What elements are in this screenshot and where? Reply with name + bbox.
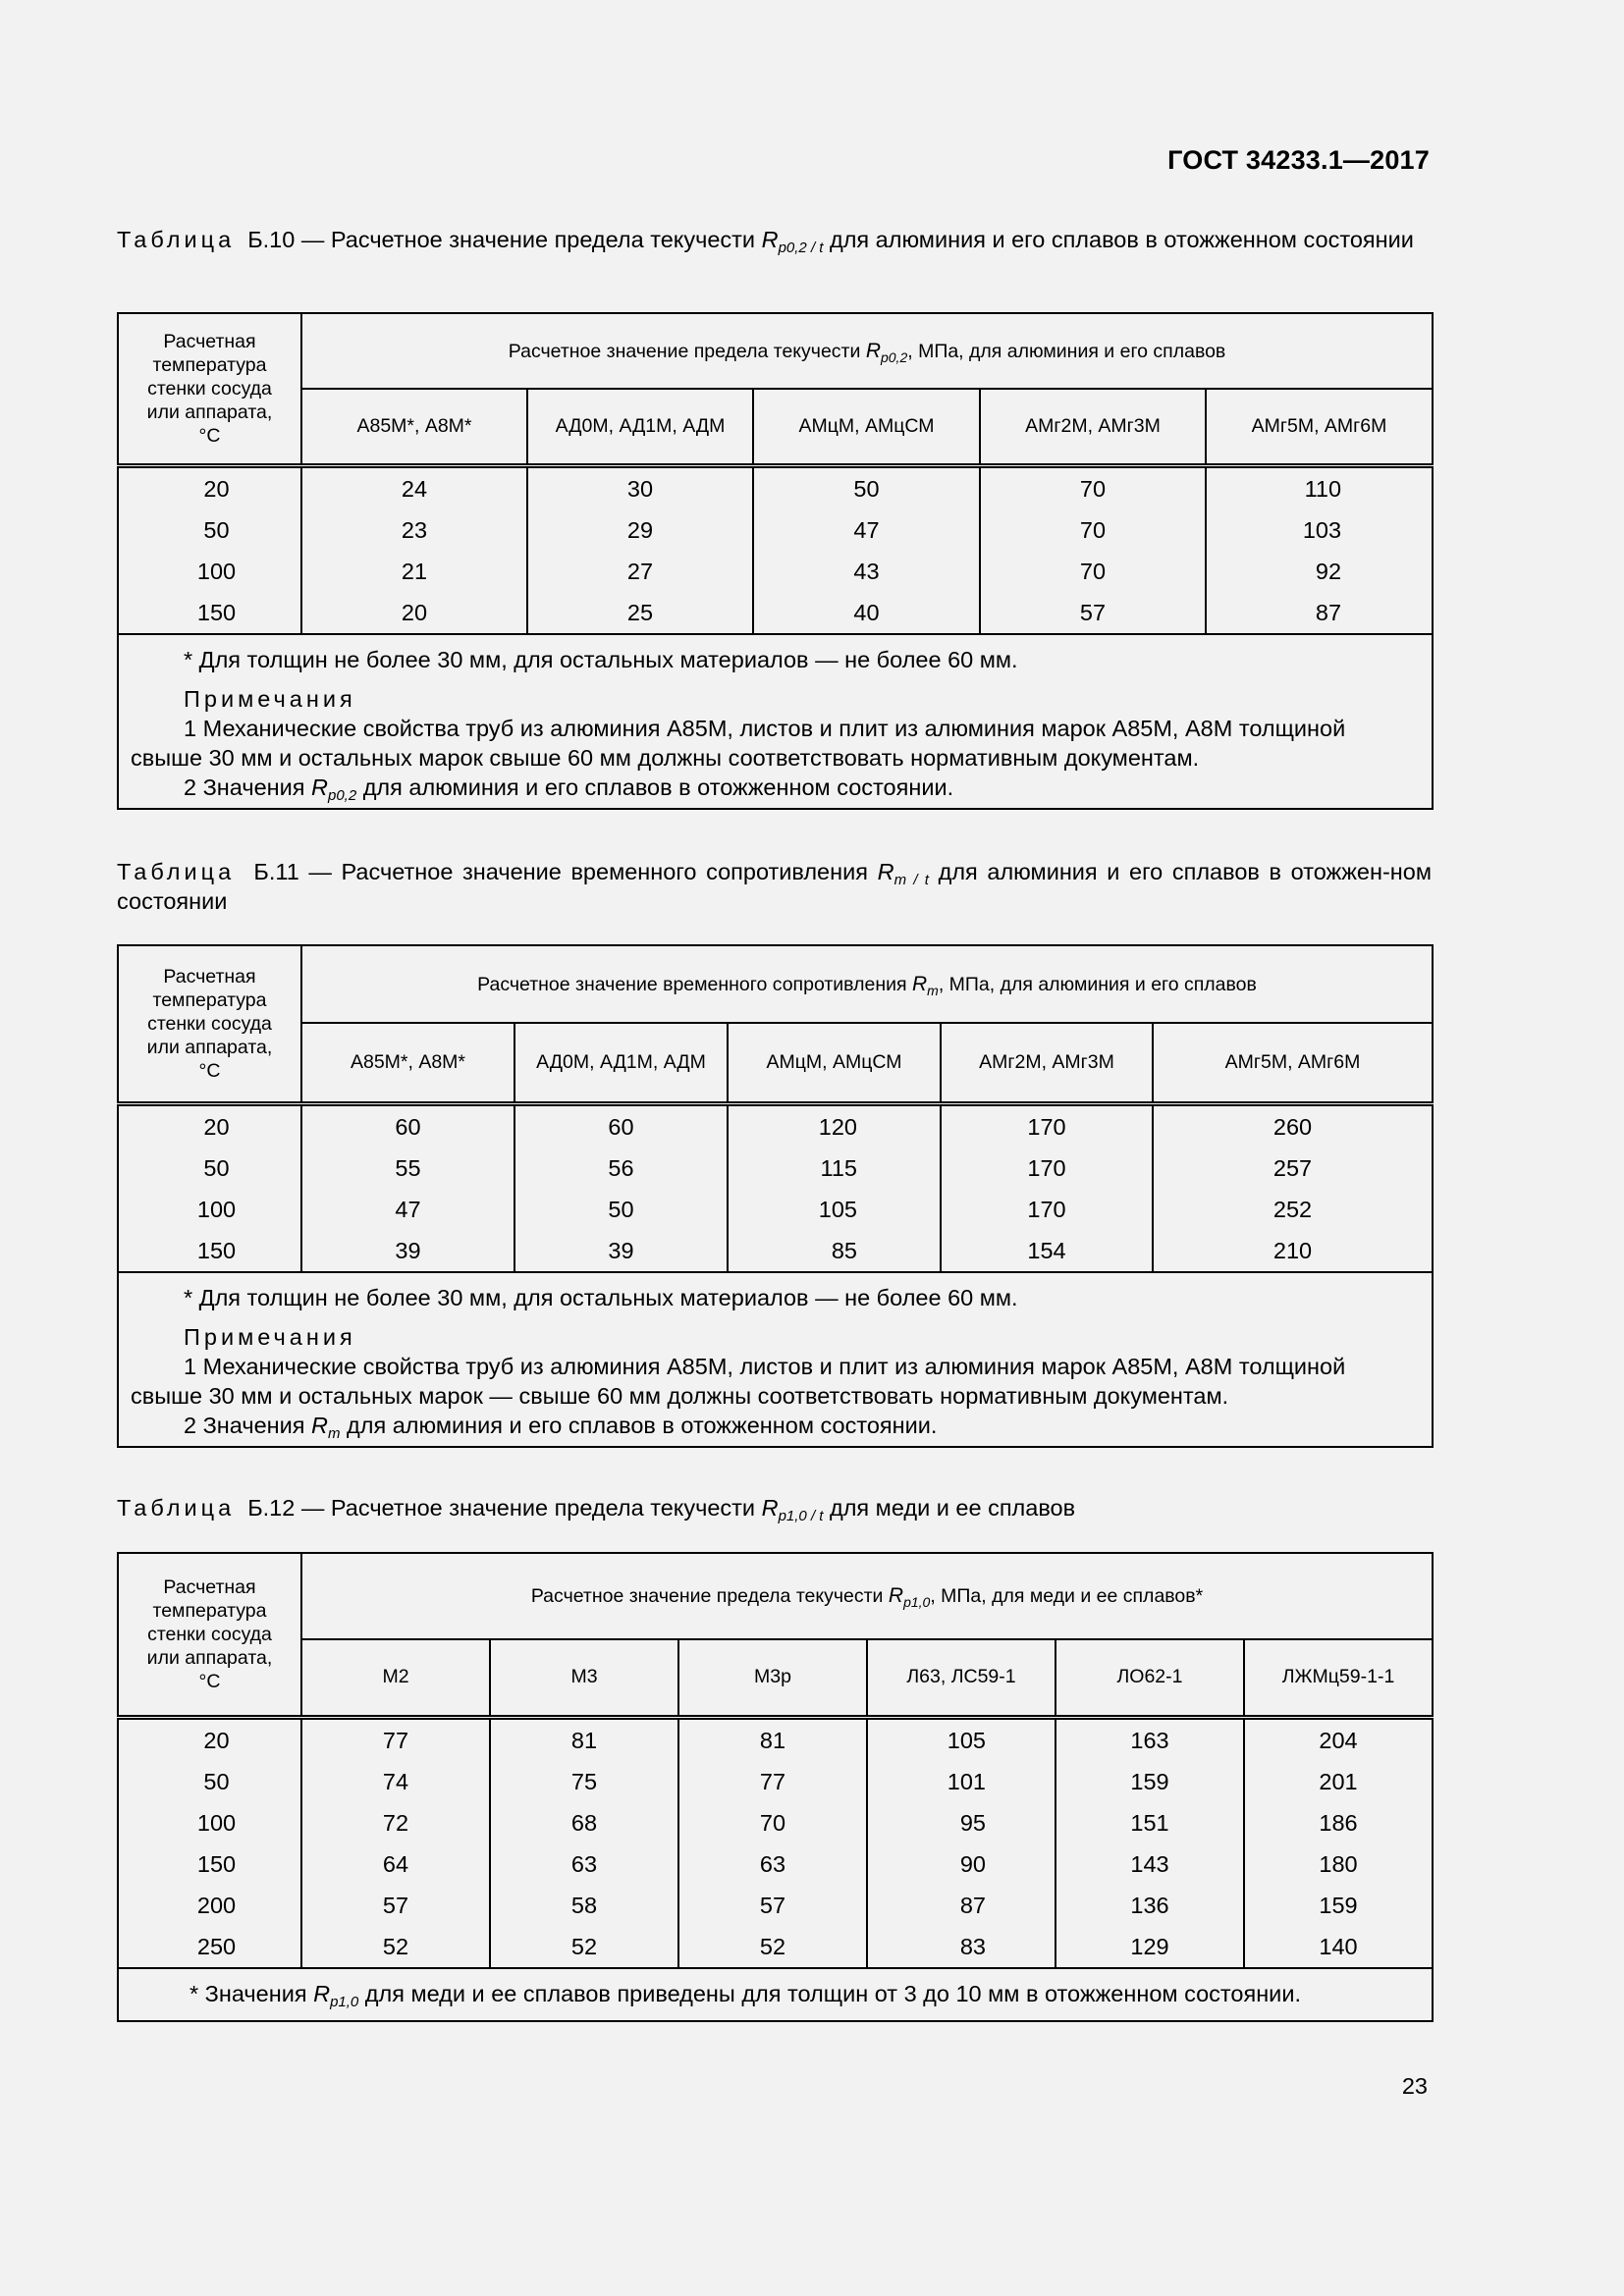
value-cell: 60 — [301, 1103, 514, 1148]
column-header: АМцМ, АМцСМ — [753, 389, 980, 465]
value-cell: 52 — [678, 1926, 867, 1968]
table-row — [118, 1802, 1433, 1843]
temperature-cell: 20 — [118, 1717, 301, 1761]
caption-text: Б.10 — Расчетное значение предела текучести — [247, 227, 756, 252]
table-b12-caption — [117, 1493, 1432, 1522]
value-cell: 57 — [980, 592, 1206, 634]
corner-header: Расчетная температура стенки сосуда или аппарата, °С — [118, 945, 301, 1103]
value-cell: 52 — [490, 1926, 678, 1968]
value-cell: 40 — [753, 592, 980, 634]
value-cell: 72 — [301, 1802, 490, 1843]
caption-text-end: для алюминия и его сплавов в отожженном состоянии — [829, 227, 1414, 252]
table-row — [118, 1230, 1433, 1272]
table-row — [118, 509, 1433, 551]
value-cell: 186 — [1244, 1802, 1433, 1843]
caption-symbol: R — [761, 227, 779, 252]
value-cell: 39 — [514, 1230, 728, 1272]
column-header: ЛО62-1 — [1056, 1639, 1244, 1717]
value-cell: 30 — [527, 465, 753, 509]
value-cell: 64 — [301, 1843, 490, 1885]
value-cell: 103 — [1206, 509, 1433, 551]
footnote: * Для толщин не более 30 мм, для остальных материалов — не более 60 мм. — [184, 646, 1018, 672]
value-cell: 136 — [1056, 1885, 1244, 1926]
main-header: Расчетное значение временного сопротивления $R_m$, МПа, для алюминия и его сплавов — [301, 945, 1433, 1023]
value-cell: 170 — [941, 1189, 1153, 1230]
column-header: А85М*, А8М* — [301, 1023, 514, 1103]
column-header: АМг5М, АМг6М — [1153, 1023, 1433, 1103]
temperature-cell: 150 — [118, 1843, 301, 1885]
column-header: М2 — [301, 1639, 490, 1717]
column-header: ЛЖМц59-1-1 — [1244, 1639, 1433, 1717]
temperature-cell: 100 — [118, 551, 301, 592]
column-header: АД0М, АД1М, АДМ — [527, 389, 753, 465]
value-cell: 68 — [490, 1802, 678, 1843]
column-header: АМцМ, АМцСМ — [728, 1023, 941, 1103]
column-header: АМг5М, АМг6М — [1206, 389, 1433, 465]
value-cell: 151 — [1056, 1802, 1244, 1843]
value-cell: 43 — [753, 551, 980, 592]
value-cell: 87 — [1206, 592, 1433, 634]
value-cell: 92 — [1206, 551, 1433, 592]
value-cell: 77 — [678, 1761, 867, 1802]
value-cell: 170 — [941, 1148, 1153, 1189]
temperature-cell: 50 — [118, 509, 301, 551]
notes-title: Примечания — [184, 1323, 356, 1350]
value-cell: 120 — [728, 1103, 941, 1148]
column-header: М3р — [678, 1639, 867, 1717]
value-cell: 101 — [867, 1761, 1056, 1802]
temperature-cell: 250 — [118, 1926, 301, 1968]
value-cell: 87 — [867, 1885, 1056, 1926]
value-cell: 20 — [301, 592, 527, 634]
value-cell: 260 — [1153, 1103, 1433, 1148]
temperature-cell: 100 — [118, 1189, 301, 1230]
note-2: 2 Значения $R_m$ для алюминия и его сплавов в отожженном состоянии. — [184, 1412, 938, 1442]
value-cell: 143 — [1056, 1843, 1244, 1885]
value-cell: 50 — [514, 1189, 728, 1230]
table-notes — [118, 1272, 1433, 1447]
temperature-cell: 50 — [118, 1148, 301, 1189]
value-cell: 170 — [941, 1103, 1153, 1148]
value-cell: 129 — [1056, 1926, 1244, 1968]
table-row — [118, 592, 1433, 634]
value-cell: 27 — [527, 551, 753, 592]
table-row — [118, 1885, 1433, 1926]
table-b10 — [117, 312, 1434, 810]
value-cell: 81 — [678, 1717, 867, 1761]
value-cell: 115 — [728, 1148, 941, 1189]
temperature-cell: 150 — [118, 1230, 301, 1272]
value-cell: 23 — [301, 509, 527, 551]
table-row — [118, 1717, 1433, 1761]
value-cell: 159 — [1244, 1885, 1433, 1926]
value-cell: 163 — [1056, 1717, 1244, 1761]
table-b12 — [117, 1552, 1434, 2022]
column-header: АД0М, АД1М, АДМ — [514, 1023, 728, 1103]
value-cell: 252 — [1153, 1189, 1433, 1230]
caption-word: Таблица — [117, 227, 236, 252]
value-cell: 81 — [490, 1717, 678, 1761]
temperature-cell: 100 — [118, 1802, 301, 1843]
value-cell: 39 — [301, 1230, 514, 1272]
column-header: А85М*, А8М* — [301, 389, 527, 465]
value-cell: 210 — [1153, 1230, 1433, 1272]
value-cell: 140 — [1244, 1926, 1433, 1968]
value-cell: 47 — [753, 509, 980, 551]
value-cell: 57 — [301, 1885, 490, 1926]
table-row — [118, 551, 1433, 592]
table-notes — [118, 634, 1433, 809]
footnote: * Значения $R_{p1,0}$ для меди и ее сплавов приведены для толщин от 3 до 10 мм в отожженном состоянии. — [189, 1980, 1301, 2010]
table-row — [118, 1148, 1433, 1189]
main-header: Расчетное значение предела текучести $R_{p0,2}$, МПа, для алюминия и его сплавов — [301, 313, 1433, 389]
caption-word: Таблица — [117, 1495, 236, 1521]
value-cell: 25 — [527, 592, 753, 634]
value-cell: 95 — [867, 1802, 1056, 1843]
caption-word: Таблица — [117, 859, 236, 884]
value-cell: 105 — [728, 1189, 941, 1230]
table-b11 — [117, 944, 1434, 1448]
value-cell: 110 — [1206, 465, 1433, 509]
value-cell: 24 — [301, 465, 527, 509]
note-1: 1 Механические свойства труб из алюминия А85М, листов и плит из алюминия марок А85М, А8М толщиной свыше 30 мм и остальных марок свыше 60 мм должны соответствовать нормативным документам. — [131, 715, 1346, 771]
notes-title: Примечания — [184, 685, 356, 712]
value-cell: 56 — [514, 1148, 728, 1189]
value-cell: 60 — [514, 1103, 728, 1148]
value-cell: 52 — [301, 1926, 490, 1968]
value-cell: 55 — [301, 1148, 514, 1189]
table-row — [118, 1843, 1433, 1885]
table-b11-caption — [117, 857, 1432, 916]
value-cell: 63 — [490, 1843, 678, 1885]
value-cell: 29 — [527, 509, 753, 551]
value-cell: 74 — [301, 1761, 490, 1802]
column-header: Л63, ЛС59-1 — [867, 1639, 1056, 1717]
caption-symbol: R — [761, 1495, 779, 1521]
value-cell: 75 — [490, 1761, 678, 1802]
value-cell: 204 — [1244, 1717, 1433, 1761]
table-row — [118, 1189, 1433, 1230]
table-row — [118, 1761, 1433, 1802]
temperature-cell: 20 — [118, 1103, 301, 1148]
value-cell: 58 — [490, 1885, 678, 1926]
caption-text-end: для меди и ее сплавов — [829, 1495, 1076, 1521]
temperature-cell: 20 — [118, 465, 301, 509]
value-cell: 83 — [867, 1926, 1056, 1968]
value-cell: 105 — [867, 1717, 1056, 1761]
column-header: М3 — [490, 1639, 678, 1717]
caption-symbol-sub: p0,2 / t — [778, 240, 824, 256]
value-cell: 257 — [1153, 1148, 1433, 1189]
value-cell: 159 — [1056, 1761, 1244, 1802]
table-row — [118, 465, 1433, 509]
temperature-cell: 50 — [118, 1761, 301, 1802]
value-cell: 201 — [1244, 1761, 1433, 1802]
main-header: Расчетное значение предела текучести $R_{p1,0}$, МПа, для меди и ее сплавов* — [301, 1553, 1433, 1639]
value-cell: 70 — [980, 465, 1206, 509]
value-cell: 70 — [980, 551, 1206, 592]
table-notes — [118, 1968, 1433, 2021]
caption-symbol-sub: p1,0 / t — [778, 1508, 824, 1524]
corner-header: Расчетная температура стенки сосуда или аппарата, °С — [118, 1553, 301, 1717]
note-2: 2 Значения $R_{p0,2}$ для алюминия и его сплавов в отожженном состоянии. — [184, 774, 954, 804]
temperature-cell: 200 — [118, 1885, 301, 1926]
value-cell: 57 — [678, 1885, 867, 1926]
corner-header: Расчетная температура стенки сосуда или аппарата, °С — [118, 313, 301, 465]
value-cell: 85 — [728, 1230, 941, 1272]
caption-text-end: для алюминия и его сплавов в отожжен-ном состоянии — [117, 859, 1433, 914]
note-1: 1 Механические свойства труб из алюминия А85М, листов и плит из алюминия марок А85М, А8М толщиной свыше 30 мм и остальных марок — свыше 60 мм должны соответствовать нормативным документам. — [131, 1353, 1346, 1409]
value-cell: 77 — [301, 1717, 490, 1761]
caption-text: Б.11 — Расчетное значение временного сопротивления — [253, 859, 868, 884]
table-b10-caption — [117, 225, 1432, 254]
value-cell: 154 — [941, 1230, 1153, 1272]
temperature-cell: 150 — [118, 592, 301, 634]
caption-text: Б.12 — Расчетное значение предела текучести — [247, 1495, 756, 1521]
footnote: * Для толщин не более 30 мм, для остальных материалов — не более 60 мм. — [184, 1284, 1018, 1310]
value-cell: 70 — [678, 1802, 867, 1843]
caption-symbol: R — [877, 859, 894, 884]
document-header: ГОСТ 34233.1—2017 — [1167, 145, 1430, 175]
value-cell: 21 — [301, 551, 527, 592]
column-header: АМг2М, АМг3М — [980, 389, 1206, 465]
page-number: 23 — [1401, 2073, 1428, 2099]
caption-symbol-sub: m / t — [893, 872, 929, 888]
table-row — [118, 1926, 1433, 1968]
table-row — [118, 1103, 1433, 1148]
column-header: АМг2М, АМг3М — [941, 1023, 1153, 1103]
value-cell: 70 — [980, 509, 1206, 551]
value-cell: 47 — [301, 1189, 514, 1230]
value-cell: 63 — [678, 1843, 867, 1885]
value-cell: 90 — [867, 1843, 1056, 1885]
value-cell: 180 — [1244, 1843, 1433, 1885]
value-cell: 50 — [753, 465, 980, 509]
